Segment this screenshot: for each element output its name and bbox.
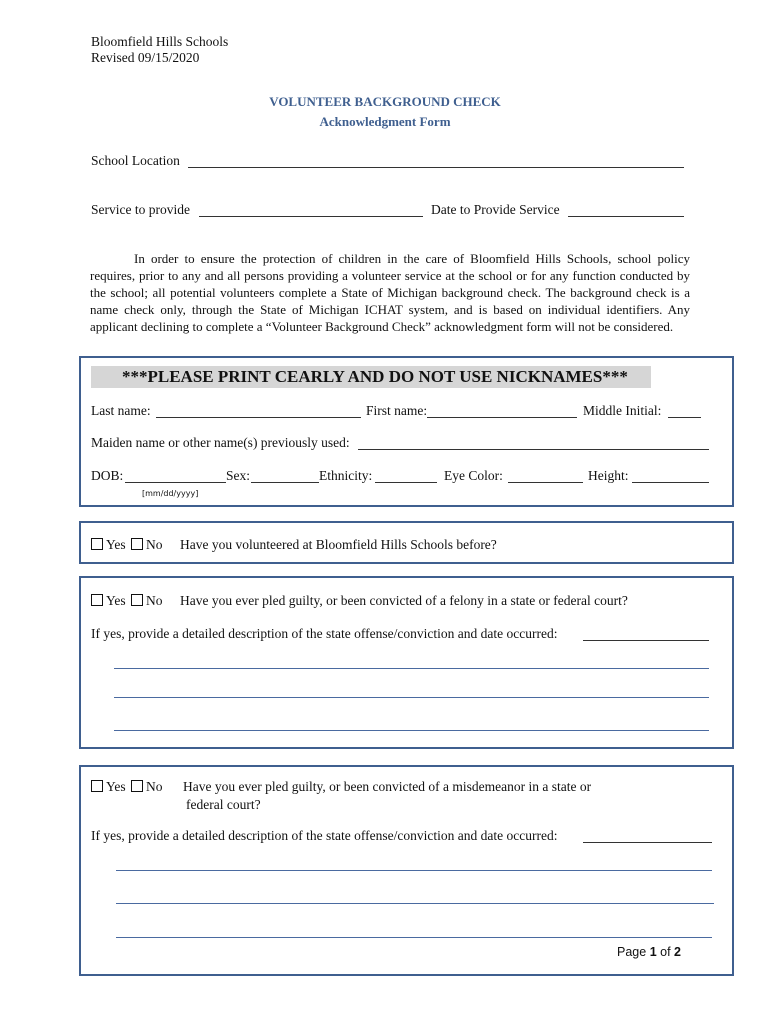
dob-field[interactable] bbox=[125, 482, 226, 483]
q1-options bbox=[91, 537, 163, 553]
form-subtitle: Acknowledgment Form bbox=[319, 114, 451, 129]
q1-yes-checkbox[interactable] bbox=[91, 538, 103, 550]
middle-initial-field[interactable] bbox=[668, 417, 701, 418]
dob-format-hint: [mm/dd/yyyy] bbox=[142, 489, 199, 498]
date-service-field[interactable] bbox=[568, 216, 684, 217]
question-1-box bbox=[79, 521, 734, 564]
eye-color-field[interactable] bbox=[508, 482, 583, 483]
last-name-label: Last name: bbox=[91, 403, 151, 418]
height-label: Height: bbox=[588, 468, 629, 483]
q2-description-line-2[interactable] bbox=[114, 697, 709, 698]
first-name-field[interactable] bbox=[427, 417, 577, 418]
dob-label: DOB: bbox=[91, 468, 124, 483]
q2-text: Have you ever pled guilty, or been convicted of a felony in a state or federal court? bbox=[180, 593, 628, 608]
page-total: 2 bbox=[674, 945, 681, 959]
service-label: Service to provide bbox=[91, 202, 190, 217]
q2-description-line-3[interactable] bbox=[114, 730, 709, 731]
question-2-box bbox=[79, 576, 734, 749]
eye-color-label: Eye Color: bbox=[444, 468, 503, 483]
q1-text: Have you volunteered at Bloomfield Hills Schools before? bbox=[180, 537, 497, 552]
height-field[interactable] bbox=[632, 482, 709, 483]
q3-if-yes-label: If yes, provide a detailed description of the state offense/conviction and date occurred: bbox=[91, 828, 558, 843]
maiden-name-label: Maiden name or other name(s) previously used: bbox=[91, 435, 350, 450]
maiden-name-field[interactable] bbox=[358, 449, 709, 450]
print-clearly-heading: ***PLEASE PRINT CEARLY AND DO NOT USE NICKNAMES*** bbox=[122, 367, 628, 386]
q2-date-field[interactable] bbox=[583, 640, 709, 641]
page-current: 1 bbox=[649, 945, 657, 959]
policy-text: In order to ensure the protection of children in the care of Bloomfield Hills Schools, school policy requires, prior to any and all persons providing a volunteer service at the school or for any function conducted by the school; all potential volunteers complete a State of Michigan background check. The background check is a name check only, through the State of Michigan ICHAT system, and is based on individual identifiers. Any applicant declining to complete a “Volunteer Background Check” acknowledgment form will not be considered. bbox=[90, 251, 690, 334]
ethnicity-field[interactable] bbox=[375, 482, 437, 483]
q2-yes-label: Yes bbox=[106, 593, 126, 608]
q2-if-yes-label: If yes, provide a detailed description of the state offense/conviction and date occurred: bbox=[91, 626, 558, 641]
revised-date: Revised 09/15/2020 bbox=[91, 50, 200, 65]
service-field[interactable] bbox=[199, 216, 423, 217]
q1-yes-label: Yes bbox=[106, 537, 126, 552]
q2-description-line-1[interactable] bbox=[114, 668, 709, 669]
personal-info-box bbox=[79, 356, 734, 507]
q1-no-checkbox[interactable] bbox=[131, 538, 143, 550]
q3-no-checkbox[interactable] bbox=[131, 780, 143, 792]
of-word: of bbox=[660, 945, 671, 959]
last-name-field[interactable] bbox=[156, 417, 361, 418]
school-location-field[interactable] bbox=[188, 167, 684, 168]
q3-yes-checkbox[interactable] bbox=[91, 780, 103, 792]
q2-no-label: No bbox=[146, 593, 163, 608]
q2-options bbox=[91, 593, 163, 609]
org-name: Bloomfield Hills Schools bbox=[91, 34, 229, 49]
page-word: Page bbox=[617, 945, 647, 959]
ethnicity-label: Ethnicity: bbox=[319, 468, 373, 483]
date-service-label: Date to Provide Service bbox=[431, 202, 560, 217]
sex-field[interactable] bbox=[251, 482, 319, 483]
q3-text-line-1: Have you ever pled guilty, or been convicted of a misdemeanor in a state or bbox=[183, 779, 592, 794]
q3-no-label: No bbox=[146, 779, 163, 794]
q3-yes-label: Yes bbox=[106, 779, 126, 794]
q3-date-field[interactable] bbox=[583, 842, 712, 843]
q3-text-line-2: federal court? bbox=[186, 797, 261, 812]
q3-description-line-2[interactable] bbox=[116, 903, 714, 904]
question-3-box bbox=[79, 765, 734, 976]
q3-description-line-1[interactable] bbox=[116, 870, 712, 871]
policy-paragraph bbox=[90, 250, 690, 335]
sex-label: Sex: bbox=[226, 468, 251, 483]
q2-yes-checkbox[interactable] bbox=[91, 594, 103, 606]
first-name-label: First name: bbox=[366, 403, 428, 418]
school-location-label: School Location bbox=[91, 153, 180, 168]
middle-initial-label: Middle Initial: bbox=[583, 403, 662, 418]
q3-description-line-3[interactable] bbox=[116, 937, 712, 938]
page-number bbox=[617, 945, 681, 959]
form-title: VOLUNTEER BACKGROUND CHECK bbox=[269, 94, 501, 109]
q2-no-checkbox[interactable] bbox=[131, 594, 143, 606]
q1-no-label: No bbox=[146, 537, 163, 552]
q3-options bbox=[91, 779, 163, 795]
